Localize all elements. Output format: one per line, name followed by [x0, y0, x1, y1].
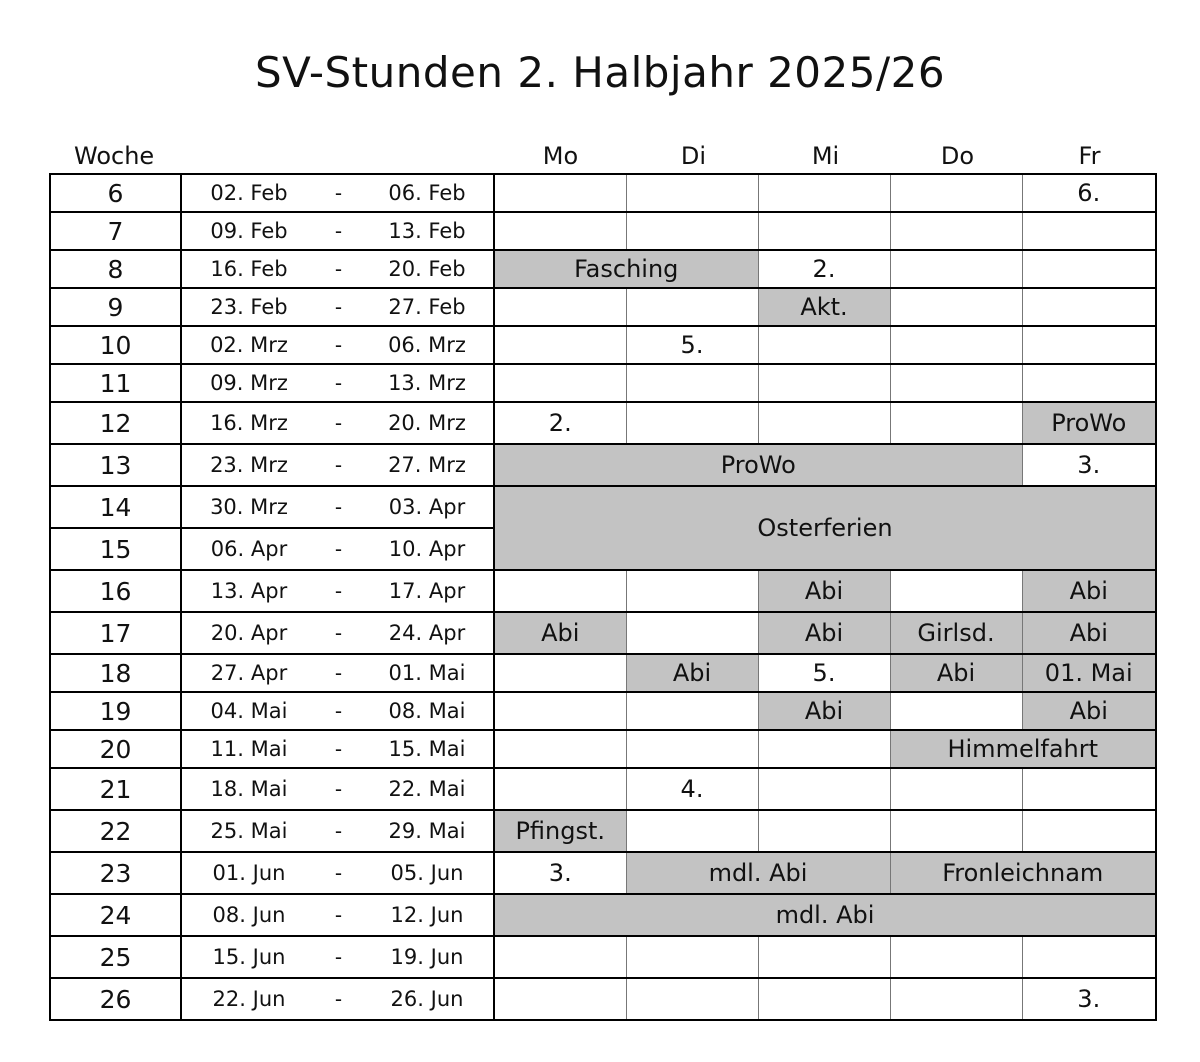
schedule-cell — [494, 364, 626, 402]
date-separator: - — [316, 692, 361, 730]
schedule-cell — [758, 936, 890, 978]
schedule-entry: Abi — [1022, 612, 1156, 654]
schedule-cell — [890, 212, 1022, 250]
table-row — [50, 612, 1156, 654]
schedule-cell — [890, 250, 1022, 288]
week-start-date: 06. Apr — [181, 528, 316, 570]
schedule-entry: 4. — [626, 768, 758, 810]
week-end-date: 15. Mai — [361, 730, 494, 768]
schedule-cell — [890, 364, 1022, 402]
schedule-cell — [890, 288, 1022, 326]
schedule-cell — [626, 402, 758, 444]
table-row — [50, 486, 1156, 528]
schedule-cell — [1022, 364, 1156, 402]
table-row — [50, 654, 1156, 692]
week-start-date: 16. Feb — [181, 250, 316, 288]
week-number: 23 — [50, 852, 181, 894]
date-separator: - — [316, 364, 361, 402]
week-start-date: 20. Apr — [181, 612, 316, 654]
week-number: 14 — [50, 486, 181, 528]
date-separator: - — [316, 444, 361, 486]
schedule-cell — [626, 570, 758, 612]
week-start-date: 09. Mrz — [181, 364, 316, 402]
week-number: 13 — [50, 444, 181, 486]
schedule-entry: 2. — [758, 250, 890, 288]
week-start-date: 01. Jun — [181, 852, 316, 894]
date-separator: - — [316, 570, 361, 612]
date-separator: - — [316, 894, 361, 936]
schedule-entry: Fasching — [494, 250, 758, 288]
week-number: 21 — [50, 768, 181, 810]
schedule-cell — [494, 936, 626, 978]
schedule-entry: Abi — [758, 612, 890, 654]
schedule-entry: 3. — [1022, 978, 1156, 1020]
week-end-date: 05. Jun — [361, 852, 494, 894]
schedule-cell — [626, 936, 758, 978]
date-separator: - — [316, 288, 361, 326]
week-start-date: 11. Mai — [181, 730, 316, 768]
table-row — [50, 326, 1156, 364]
week-number: 17 — [50, 612, 181, 654]
schedule-cell — [626, 978, 758, 1020]
week-start-date: 15. Jun — [181, 936, 316, 978]
table-row — [50, 810, 1156, 852]
schedule-table — [49, 173, 1157, 1021]
table-row — [50, 402, 1156, 444]
day-header-di: Di — [680, 142, 707, 170]
schedule-entry: Girlsd. — [890, 612, 1022, 654]
week-number: 11 — [50, 364, 181, 402]
week-end-date: 13. Feb — [361, 212, 494, 250]
schedule-cell — [890, 570, 1022, 612]
schedule-cell — [890, 810, 1022, 852]
schedule-entry: Abi — [890, 654, 1022, 692]
schedule-entry: Abi — [494, 612, 626, 654]
schedule-cell — [626, 730, 758, 768]
week-number: 7 — [50, 212, 181, 250]
week-start-date: 02. Feb — [181, 174, 316, 212]
schedule-cell — [494, 730, 626, 768]
schedule-cell — [494, 212, 626, 250]
schedule-cell — [758, 730, 890, 768]
day-header-do: Do — [940, 142, 975, 170]
week-start-date: 23. Feb — [181, 288, 316, 326]
week-end-date: 27. Mrz — [361, 444, 494, 486]
week-number: 8 — [50, 250, 181, 288]
week-start-date: 27. Apr — [181, 654, 316, 692]
schedule-entry: Osterferien — [494, 486, 1156, 570]
schedule-cell — [890, 326, 1022, 364]
schedule-entry: ProWo — [1022, 402, 1156, 444]
week-end-date: 03. Apr — [361, 486, 494, 528]
week-end-date: 10. Apr — [361, 528, 494, 570]
schedule-cell — [626, 212, 758, 250]
schedule-entry: Himmelfahrt — [890, 730, 1156, 768]
schedule-cell — [1022, 936, 1156, 978]
week-end-date: 24. Apr — [361, 612, 494, 654]
table-row — [50, 444, 1156, 486]
schedule-entry: 5. — [758, 654, 890, 692]
schedule-cell — [494, 570, 626, 612]
table-row — [50, 978, 1156, 1020]
table-row — [50, 570, 1156, 612]
date-separator: - — [316, 486, 361, 528]
day-header-mi: Mi — [811, 142, 840, 170]
week-end-date: 29. Mai — [361, 810, 494, 852]
date-separator: - — [316, 174, 361, 212]
schedule-cell — [626, 174, 758, 212]
date-separator: - — [316, 250, 361, 288]
table-row — [50, 894, 1156, 936]
week-start-date: 02. Mrz — [181, 326, 316, 364]
schedule-entry: mdl. Abi — [494, 894, 1156, 936]
schedule-cell — [494, 654, 626, 692]
table-row — [50, 730, 1156, 768]
schedule-cell — [758, 810, 890, 852]
week-start-date: 04. Mai — [181, 692, 316, 730]
table-row — [50, 852, 1156, 894]
schedule-cell — [494, 174, 626, 212]
schedule-entry: Abi — [758, 570, 890, 612]
schedule-entry: Fronleichnam — [890, 852, 1156, 894]
date-separator: - — [316, 528, 361, 570]
day-header-mo: Mo — [542, 142, 579, 170]
schedule-cell — [1022, 326, 1156, 364]
date-separator: - — [316, 768, 361, 810]
week-number: 20 — [50, 730, 181, 768]
schedule-cell — [494, 326, 626, 364]
week-number: 6 — [50, 174, 181, 212]
week-end-date: 26. Jun — [361, 978, 494, 1020]
week-number: 18 — [50, 654, 181, 692]
schedule-cell — [1022, 288, 1156, 326]
table-row — [50, 364, 1156, 402]
week-end-date: 01. Mai — [361, 654, 494, 692]
week-start-date: 13. Apr — [181, 570, 316, 612]
schedule-entry: Abi — [1022, 692, 1156, 730]
date-separator: - — [316, 810, 361, 852]
schedule-cell — [626, 364, 758, 402]
week-end-date: 20. Feb — [361, 250, 494, 288]
week-end-date: 27. Feb — [361, 288, 494, 326]
schedule-cell — [626, 612, 758, 654]
date-separator: - — [316, 326, 361, 364]
table-row — [50, 250, 1156, 288]
schedule-cell — [758, 174, 890, 212]
week-number: 15 — [50, 528, 181, 570]
schedule-entry: Abi — [626, 654, 758, 692]
week-number: 24 — [50, 894, 181, 936]
week-end-date: 19. Jun — [361, 936, 494, 978]
week-end-date: 20. Mrz — [361, 402, 494, 444]
day-header-fr: Fr — [1078, 142, 1101, 170]
schedule-entry: 2. — [494, 402, 626, 444]
week-start-date: 08. Jun — [181, 894, 316, 936]
week-start-date: 30. Mrz — [181, 486, 316, 528]
schedule-cell — [626, 692, 758, 730]
schedule-cell — [758, 326, 890, 364]
date-separator: - — [316, 852, 361, 894]
week-start-date: 16. Mrz — [181, 402, 316, 444]
week-number: 10 — [50, 326, 181, 364]
schedule-entry: 01. Mai — [1022, 654, 1156, 692]
schedule-entry: ProWo — [494, 444, 1022, 486]
week-end-date: 06. Mrz — [361, 326, 494, 364]
schedule-entry: 3. — [494, 852, 626, 894]
table-row — [50, 936, 1156, 978]
schedule-cell — [1022, 810, 1156, 852]
week-number: 12 — [50, 402, 181, 444]
table-row — [50, 174, 1156, 212]
schedule-cell — [890, 768, 1022, 810]
schedule-cell — [1022, 250, 1156, 288]
date-separator: - — [316, 936, 361, 978]
schedule-cell — [890, 402, 1022, 444]
week-column-header: Woche — [74, 142, 155, 170]
schedule-entry: 3. — [1022, 444, 1156, 486]
schedule-cell — [890, 692, 1022, 730]
schedule-cell — [1022, 768, 1156, 810]
week-start-date: 18. Mai — [181, 768, 316, 810]
schedule-cell — [890, 978, 1022, 1020]
schedule-entry: 6. — [1022, 174, 1156, 212]
week-end-date: 13. Mrz — [361, 364, 494, 402]
table-row — [50, 212, 1156, 250]
table-row — [50, 692, 1156, 730]
schedule-cell — [758, 402, 890, 444]
week-number: 16 — [50, 570, 181, 612]
schedule-entry: Akt. — [758, 288, 890, 326]
date-separator: - — [316, 402, 361, 444]
schedule-entry: Abi — [1022, 570, 1156, 612]
week-number: 26 — [50, 978, 181, 1020]
week-end-date: 12. Jun — [361, 894, 494, 936]
date-separator: - — [316, 612, 361, 654]
schedule-cell — [758, 978, 890, 1020]
schedule-cell — [890, 936, 1022, 978]
page-title: SV-Stunden 2. Halbjahr 2025/26 — [254, 48, 946, 97]
schedule-cell — [626, 288, 758, 326]
week-start-date: 25. Mai — [181, 810, 316, 852]
table-row — [50, 288, 1156, 326]
schedule-cell — [494, 692, 626, 730]
date-separator: - — [316, 212, 361, 250]
schedule-entry: Pfingst. — [494, 810, 626, 852]
week-end-date: 22. Mai — [361, 768, 494, 810]
schedule-cell — [626, 810, 758, 852]
schedule-cell — [494, 978, 626, 1020]
schedule-cell — [1022, 212, 1156, 250]
week-end-date: 17. Apr — [361, 570, 494, 612]
week-start-date: 09. Feb — [181, 212, 316, 250]
date-separator: - — [316, 730, 361, 768]
table-row — [50, 768, 1156, 810]
week-number: 9 — [50, 288, 181, 326]
schedule-entry: 5. — [626, 326, 758, 364]
schedule-cell — [494, 768, 626, 810]
date-separator: - — [316, 978, 361, 1020]
schedule-cell — [758, 364, 890, 402]
schedule-cell — [890, 174, 1022, 212]
week-number: 25 — [50, 936, 181, 978]
schedule-cell — [494, 288, 626, 326]
week-end-date: 08. Mai — [361, 692, 494, 730]
week-number: 22 — [50, 810, 181, 852]
schedule-cell — [758, 768, 890, 810]
schedule-body — [50, 174, 1156, 1020]
week-end-date: 06. Feb — [361, 174, 494, 212]
week-start-date: 23. Mrz — [181, 444, 316, 486]
week-start-date: 22. Jun — [181, 978, 316, 1020]
week-number: 19 — [50, 692, 181, 730]
schedule-cell — [758, 212, 890, 250]
schedule-entry: Abi — [758, 692, 890, 730]
date-separator: - — [316, 654, 361, 692]
schedule-entry: mdl. Abi — [626, 852, 890, 894]
